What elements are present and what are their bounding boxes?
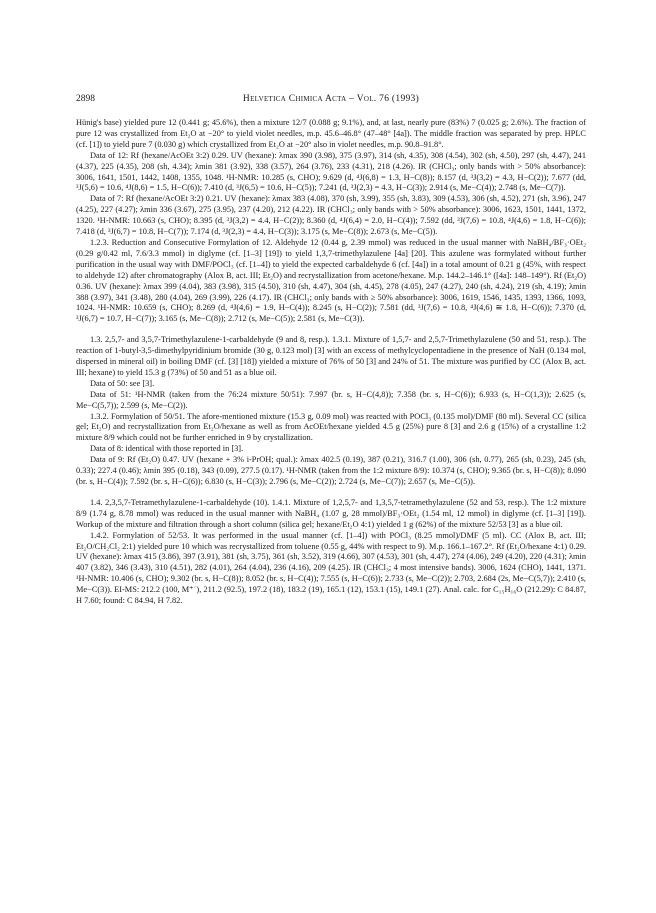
paragraph-data-9: Data of 9: Rf (Et₂O) 0.47. UV (hexane + 3% i-PrOH; qual.): λmax 402.5 (0.19), 387 (0.21), 316.7 (1.00), 306 (sh, 0.77), 265 (sh, 0.23), 245 (sh, 0.33); 227.4 (0.46); λmin 395 (0.18), 343 (0.09), 277.5 (0.17). ¹H-NMR (taken from the 1:2 mixture 8/9): 10.374 (s, CHO); 9.365 (br. s, H−C(8)); 8.090 (br. s, H−C(4)); 7.592 (br. s, H−C(6)); 6.830 (s, H−C(3)); 2.796 (s, Me−C(2)); 2.724 (s, Me−C(7)); 2.657 (s, Me−C(5)). bbox=[76, 455, 586, 486]
paragraph-data-8: Data of 8: identical with those reported in [3]. bbox=[90, 444, 244, 454]
paragraph-continuation: Hünig's base) yielded pure 12 (0.441 g; 45.6%), then a mixture 12/7 (0.088 g; 9.1%), and, at last, nearly pure (83%) 7 (0.025 g; 2.6%). The fraction of pure 12 was crystallized from Et₂O at −20° to yield violet needles, m.p. 45.6–46.8° (47–48° [4a]). The middle fraction was separated by prep. HPLC (cf. [1]) to yield pure 7 (0.030 g) which crystallized from Et₂O at −20° also in violet needles, m.p. 90.8–91.8°. bbox=[76, 118, 586, 149]
journal-running-title: Helvetica Chimica Acta – Vol. 76 (1993) bbox=[242, 94, 420, 104]
page-number: 2898 bbox=[76, 94, 95, 104]
paragraph-section-1-3-2: 1.3.2. Formylation of 50/51. The afore-mentioned mixture (15.3 g, 0.09 mol) was reacted with POCl₃ (0.135 mol)/DMF (80 ml). Several CC (silica gel; Et₂O) and recrystallization from Et₂O/hexane as well as from AcOEt/hexane yielded 4.5 g (25%) pure 8 [3] and 2.6 g (15%) of a crystalline 1:2 mixture 8/9 which could not be further enriched in 9 by crystallization. bbox=[76, 411, 586, 443]
page-header bbox=[76, 92, 586, 106]
paragraph-section-1-2-3: 1.2.3. Reduction and Consecutive Formylation of 12. Aldehyde 12 (0.44 g, 2.39 mmol) was reduced in the usual manner with NaBH₄/BF₃·OEt₂ (0.29 g/0.42 ml, 7.6/3.3 mmol) in diglyme (cf. [1–3] [19]) to yield 1,3,7-trimethylazulene [4a] [20]. This azulene was formylated without further purification in the usual way with DMF/POCl₃ (cf. [1–4]) to yield the expected carbaldehyde 6 (cf. [4a]) in a total amount of 0.21 g (45%, with respect to aldehyde 12) after chromatography (Alox B, act. III; Et₂O) and recrystallization from acetone/hexane. M.p. 144.2–146.1° ([4a]: 148–149°). Rf (Et₂O) 0.36. UV (hexane): λmax 399 (4.04), 383 (3.98), 315 (4.50), 310 (sh, 4.47), 304 (sh, 4.45), 278 (4.05), 247 (4.27), 240 (sh, 4.24), 219 (sh, 4.19); λmin 388 (3.97), 341 (3.48), 280 (4.04), 269 (3.99), 226 (4.17). IR (CHCl₃; only bands with ≥ 50% absorbance): 3006, 1619, 1546, 1435, 1393, 1366, 1093, 1024. ¹H-NMR: 10.659 (s, CHO); 8.269 (d, ⁴J(4,6) = 1.9, H−C(4)); 8.245 (s, H−C(2)); 7.581 (dd, ³J(7,6) = 10.8, ⁴J(4,6) ≅ 1.8, H−C(6)); 7.370 (d, ³J(6,7) = 10.7, H−C(7)); 3.165 (s, Me−C(8)); 2.712 (s, Me−C(5)); 2.581 (s, Me−C(3)). bbox=[76, 237, 586, 324]
paragraph-section-1-4-2: 1.4.2. Formylation of 52/53. It was performed in the usual manner (cf. [1–4]) with POCl₃ (8.25 mmol)/DMF (5 ml). CC (Alox B, act. III; Et₂O/CH₂Cl₂ 2:1) yielded pure 10 which was recrystallized from toluene (0.55 g, 44% with respect to 9). M.p. 166.1–167.2°. Rf (Et₂O/hexane 4:1) 0.29. UV (hexane): λmax 415 (3.86), 397 (3.91), 381 (sh, 3.75), 361 (sh, 3.52), 319 (4.66), 307 (4.53), 301 (sh, 4.47), 274 (4.06), 249 (4.20), 220 (4.31); λmin 407 (3.82), 346 (3.43), 310 (4.51), 282 (4.01), 264 (4.04), 236 (4.16), 209 (4.25). IR (CHCl₃; 4 most intensive bands). 3006, 1624 (CHO), 1441, 1371. ¹H-NMR: 10.406 (s, CHO); 9.302 (br. s, H−C(8)); 8.052 (br. s, H−C(4)); 7.555 (s, H−C(6)); 2.733 (s, Me−C(2)); 2.703, 2.684 (2s, Me−C(5,7)); 2.410 (s, Me−C(3)). EI-MS: 212.2 (100, M⁺˙), 211.2 (92.5), 197.2 (18), 183.2 (19), 165.1 (12), 153.1 (15), 149.1 (27). Anal. calc. for C₁₅H₁₆O (212.29): C 84.87, H 7.60; found: C 84.94, H 7.82. bbox=[76, 530, 586, 606]
paragraph-data-7: Data of 7: Rf (hexane/AcOEt 3:2) 0.21. UV (hexane): λmax 383 (4.08), 370 (sh, 3.99), 355 (sh, 3.83), 309 (4.53), 306 (sh, 4.52), 271 (sh, 3.96), 247 (4.25), 227 (4.27); λmin 336 (3.67), 275 (3.95), 237 (4.20), 212 (4.22). IR (CHCl₃; only bands with > 50% absorbance): 3006, 1623, 1501, 1441, 1372, 1320. ¹H-NMR: 10.663 (s, CHO); 8.395 (d, ³J(3,2) = 4.4, H−C(2)); 8.360 (d, ⁴J(6,4) = 2.0, H−C(4)); 7.592 (dd, ³J(7,6) = 10.8, ⁴J(4,6) = 1.8, H−C(6)); 7.418 (d, ³J(6,7) = 10.8, H−C(7)); 7.174 (d, ³J(2,3) = 4.4, H−C(3)); 3.175 (s, Me−C(8)); 2.673 (s, Me−C(5)). bbox=[76, 194, 586, 237]
article-body bbox=[76, 118, 586, 607]
paragraph-section-1-3: 1.3. 2,5,7- and 3,5,7-Trimethylazulene-1-carbaldehyde (9 and 8, resp.). 1.3.1. Mixture of 1,5,7- and 2,5,7-Trimethylazulene (50 and 51, resp.). The reaction of 1-butyl-3,5-dimethylpyridinium bromide (30 g, 0.123 mol) [3] with an excess of methylcyclopentadiene in the presence of NaH (0.134 mol, dispersed in mineral oil) in boiling DMF (cf. [3] [18]) yielded a mixture of 76% of 50 [3] and 24% of 51. The mixture was purified by CC (Alox B, act. III; hexane) to yield 15.3 g (73%) of 50 and 51 as a blue oil. bbox=[76, 335, 586, 377]
paragraph-data-51: Data of 51: ¹H-NMR (taken from the 76:24 mixture 50/51): 7.997 (br. s, H−C(4,8)); 7.358 (br. s, H−C(6)); 6.933 (s, H−C(1,3)); 2.625 (s, Me−C(5,7)); 2.599 (s, Me−C(2)). bbox=[76, 389, 586, 410]
paragraph-data-12: Data of 12: Rf (hexane/AcOEt 3:2) 0.29. UV (hexane): λmax 390 (3.98), 375 (3.97), 314 (sh, 4.35), 308 (4.54), 302 (sh, 4.50), 297 (sh, 4.47), 241 (4.37), 225 (4.35), 208 (sh, 4.34); λmin 381 (3.92), 338 (3.57), 264 (3.76), 233 (4.31), 218 (4.26). IR (CHCl₃; only bands with > 50% absorbance): 3006, 1641, 1501, 1442, 1408, 1355, 1048. ¹H-NMR: 10.285 (s, CHO); 9.629 (d, ⁴J(6,8) = 1.3, H−C(8)); 8.157 (d, ³J(3,2) = 4.3, H−C(2)); 7.677 (dd, ³J(5,6) = 10.6, ⁴J(8,6) = 1.5, H−C(6)); 7.410 (d, ³J(6,5) = 10.6, H−C(5)); 7.241 (d, ³J(2,3) = 4.3, H−C(3)); 2.914 (s, Me−C(4)); 2.748 (s, Me−C(7)). bbox=[76, 150, 586, 193]
paragraph-data-50: Data of 50: see [3]. bbox=[90, 378, 155, 388]
paragraph-section-1-4: 1.4. 2,3,5,7-Tetramethylazulene-1-carbaldehyde (10). 1.4.1. Mixture of 1,2,5,7- and 1,3,5,7-tetramethylazulene (52 and 53, resp.). The 1:2 mixture 8/9 (1.74 g, 8.78 mmol) was reduced in the usual manner with NaBH₄ (1.07 g, 28 mmol)/BF₃·OEt₂ (1.54 ml, 12 mmol) in diglyme (cf. [1–3] [19]). Workup of the mixture and filtration through a short column (silica gel; hexane/Et₂O 4:1) yielded 1 g (62%) of the mixture 52/53 [3] as a blue oil. bbox=[76, 497, 586, 529]
